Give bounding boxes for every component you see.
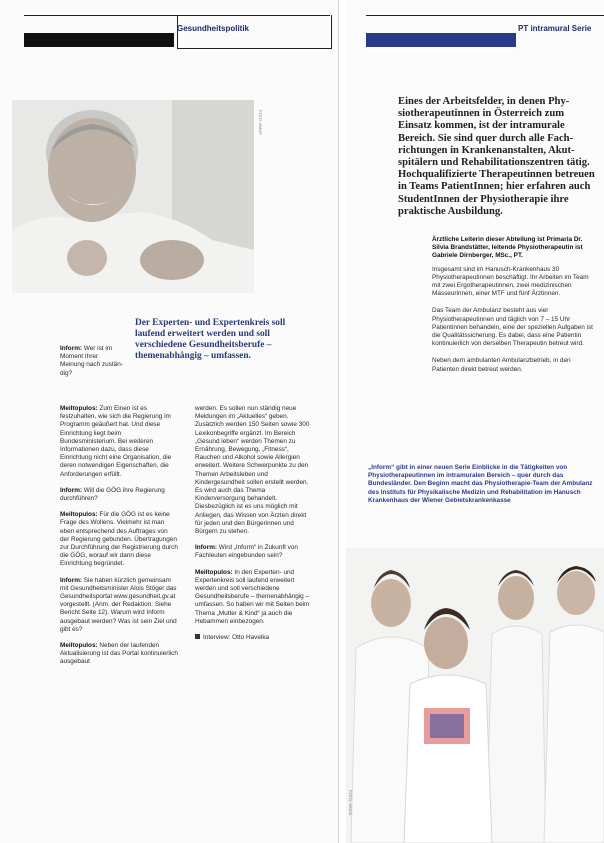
interview-paragraph: Meiltopulos: Für die GÖG ist es keine Frage des Wollens. Vielmehr ist man eben entsprechend des Auftrages von der Regierung gebunden. Übertragungen zur Durchführung der Registrierung durch die GÖG, worauf wir dann diese Einrichtung begründet. (60, 511, 178, 568)
section-title: Gesundheitspolitik (177, 24, 250, 33)
header-bar (366, 33, 516, 47)
body-paragraph: Insgesamt sind im Hanusch-Krankenhaus 30 Physiotherapeutinnen beschäftigt. Ihr Arbeiten im Team mit zwei Ergotherapeutinnen, zwei medizinischen Masseurinnen, einer MTF und fünf Ärztinnen. (432, 265, 589, 298)
lead-paragraph: Eines der Arbeitsfelder, in denen Physiotherapeutinnen in Österreich zum Einsatz kommen, ist der intramurale Bereich. Sie sind quer durch alle Fachrichtungen in Krankenanstalten, Akutspitälern und Rehabilitationszentren tätig. Hochqualifizierte Therapeutinnen betreuen in Teams PatientInnen; hier erfahren auch StudentInnen der Physiotherapie ihre praktische Ausbildung. (398, 96, 595, 217)
series-intro: „Inform“ gibt in einer neuen Serie Einblicke in die Tätigkeiten von Physiotherapeutinnen im intramuralen Bereich – quer durch das Bundesländer. Den Beginn macht das Physiotherapie-Team der Ambulanz des Instituts für Physikalische Medizin und Rehabilitation im Hanusch Krankenhaus der Wiener Gebietskrankenkasse (368, 464, 593, 504)
body-column (432, 236, 598, 374)
header-bar (24, 33, 174, 47)
team-photo (346, 548, 604, 843)
man-portrait-illustration (12, 100, 254, 293)
header-rule (366, 15, 604, 16)
interview-paragraph: Inform: Wird „Inform“ in Zukunft von Fachleuten eingebunden sein? (195, 544, 298, 560)
interview-paragraph: Inform: Will die GÖG ihre Regierung durchführen? (60, 486, 165, 503)
text-column-1 (60, 405, 178, 667)
square-bullet-icon (195, 634, 200, 639)
body-paragraph: Das Team der Ambulanz besteht aus vier Physiotherapeutinnen und täglich von 7 – 15 Uhr Patientinnen behandeln, eine der speziellen Aufgaben ist die Qualitätssicherung. Es dabei, dass eine Patientin kontinuierlich von derselben Therapeutin betreut wird. (432, 307, 593, 348)
interview-credit: Interview: Otto Havelka (195, 634, 315, 642)
portrait-photo (12, 100, 254, 293)
pull-quote: Der Experten- und Expertenkreis soll laufend erweitert werden und soll verschiedene Gesundheitsberufe – themenabhängig – umfassen. (135, 318, 286, 361)
photo-credit: FOTO: BMGF (258, 110, 263, 135)
series-title: PT intramural Serie (518, 24, 592, 33)
question-paragraph: Inform: Wer ist im Moment Ihrer Meinung nach zuständig? (60, 345, 123, 377)
interview-paragraph: Inform: Sie haben kürzlich gemeinsam mit Gesundheitsminister Alois Stöger das Gesundheitsportal www.gesundheit.gv.at vorgestellt. (Anm. der Redaktion: Siehe Bericht Seite 12). Warum wird Inform ausgebaut werden? Was ist sein Ziel und gibt es? (60, 576, 177, 633)
interview-paragraph: Meiltopulos: In den Experten- und Expertenkreis soll laufend erweitert werden und soll verschiedene Gesundheitsberufe – themenabhängig – umfassen. So haben wir mit Seiten beim Thema „Mutter & Kind“ ja auch die Hebammen einbezogen. (195, 568, 310, 625)
interview-paragraph: Meiltopulos: Neben der laufenden Aktualisierung ist das Portal kontinuierlich ausgebaut (60, 642, 178, 666)
interview-paragraph: werden. Es sollen nun ständig neue Meldungen im „Aktuelles“ geben. Zusätzlich werden 150 Seiten sowie 300 Lexikonbegriffe ergänzt. Im Bereich „Gesund leben“ werden Themen zu Ernährung, Bewegung, „Fitness“, Rauchen und Alkohol sowie Allergien erweitert. Weitere Schwerpunkte zu den Themen Arbeitsleben und Kindergesundheit sollen erstellt werden. Es wird auch das Thema Kinderversorgung behandelt. Diesbezüglich ist es uns möglich mit Anliegen, das Wissen von Ärzten direkt für jeden und den Bürgerinnen und Bürgern zu stehen. (195, 405, 310, 536)
body-paragraph: Neben dem ambulanten Ambulanzbetrieb, in den Patienten direkt betreut werden. (432, 357, 571, 373)
interview-paragraph: Meiltopulos: Zum Einen ist es festzuhalten, wie sich die Regierung im Programm geäußert hat. Und diese Einrichtung liegt beim Bundesministerium. Bei weiteren Informationen dazu, dass diese Einrichtung nicht eine Organisation, die deren notwendigen Eigenschaften, die Anforderungen erfüllt. (60, 405, 172, 478)
photo-credit: FOTO: WGKK (348, 790, 353, 816)
intro-bold-paragraph: Ärztliche Leiterin dieser Abteilung ist Primaria Dr. Silvia Brandstätter, leitende Physiotherapeutin ist Gabriele Dirnberger, MSc., PT. (432, 236, 583, 260)
header-frame (177, 15, 332, 49)
physiotherapy-team-illustration (346, 548, 604, 843)
right-page (346, 0, 604, 843)
text-column-2 (195, 405, 315, 642)
